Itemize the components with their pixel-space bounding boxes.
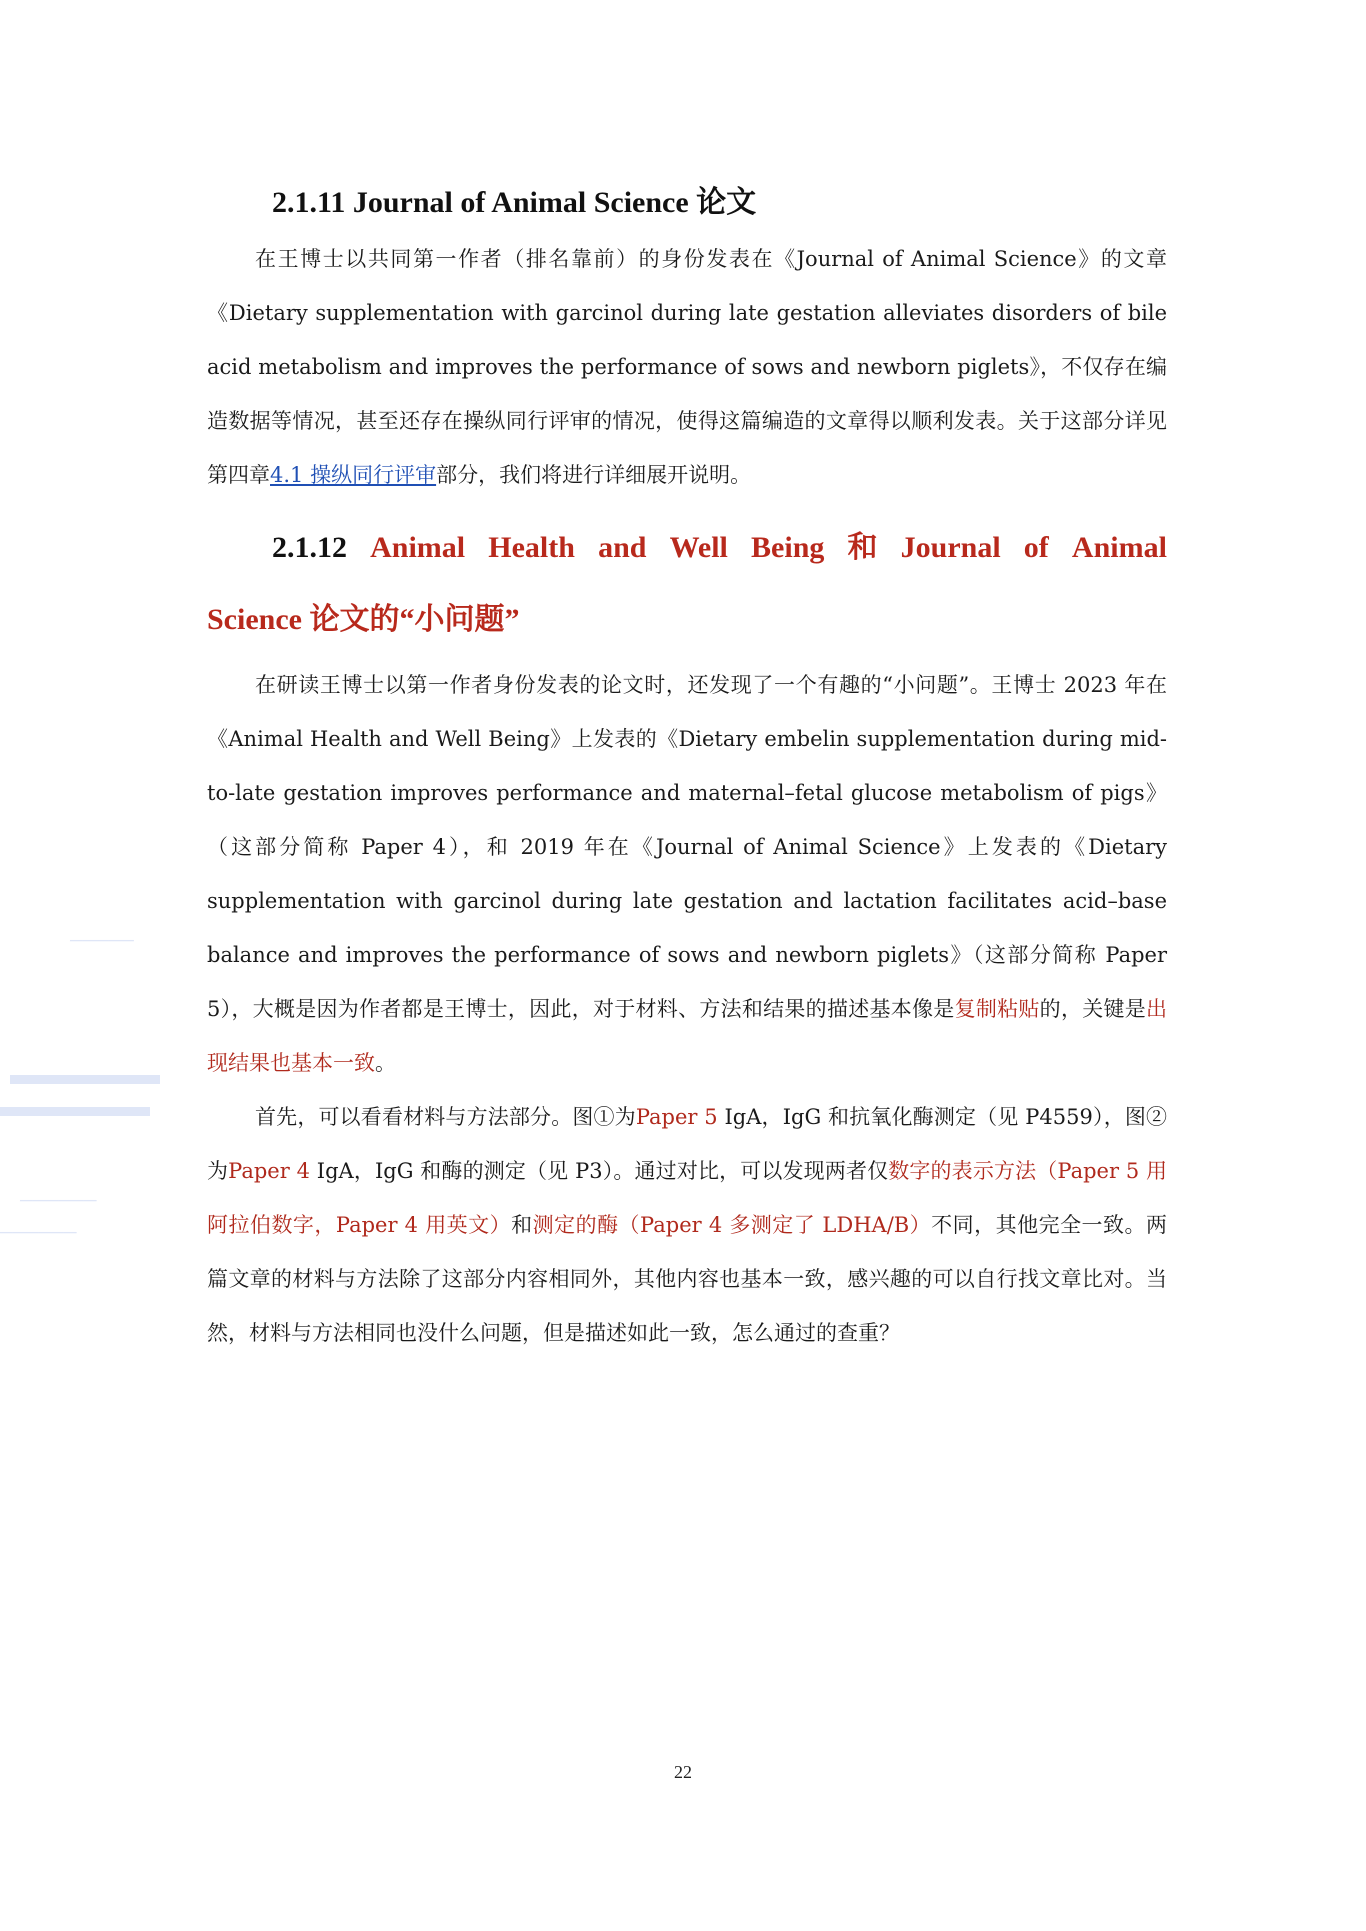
highlight-paper-5: Paper 5 bbox=[635, 1105, 718, 1129]
heading-word: and bbox=[598, 531, 647, 564]
section-heading-2-1-11: 2.1.11 Journal of Animal Science 论文 bbox=[272, 186, 757, 219]
paragraph-text: 。 bbox=[375, 1051, 396, 1075]
heading-word: of bbox=[1023, 531, 1049, 564]
heading-word: Journal bbox=[900, 531, 1001, 564]
paragraph-methods-comparison bbox=[207, 1090, 1167, 1360]
manipulated-peer-review-link[interactable]: 4.1 操纵同行评审 bbox=[270, 463, 437, 487]
paragraph-text: IgA，IgG 和抗氧化酶测定（见 P4559），图②为 bbox=[207, 1105, 1168, 1183]
highlight-results-consistent: 出现结果也基本一致 bbox=[207, 997, 1168, 1075]
heading-number: 2.1.12 bbox=[272, 531, 347, 564]
bleed-through-artifact: ───── ▬▬▬▬▬ ▬▬▬▬▬ ────── ────── bbox=[0, 930, 160, 1242]
heading-word: Animal bbox=[1071, 531, 1167, 564]
section-heading-2-1-12 bbox=[207, 512, 1167, 656]
heading-word: Being bbox=[751, 531, 825, 564]
page-number: 22 bbox=[674, 1762, 692, 1782]
paragraph-text: IgA，IgG 和酶的测定（见 P3）。通过对比，可以发现两者仅 bbox=[309, 1159, 889, 1183]
paragraph-2-1-11 bbox=[207, 232, 1167, 502]
highlight-enzymes: 测定的酶（Paper 4 多测定了 LDHA/B） bbox=[532, 1213, 932, 1237]
paragraph-text: 首先，可以看看材料与方法部分。图①为 bbox=[255, 1105, 636, 1129]
paragraph-small-problem bbox=[207, 658, 1167, 1090]
heading-word: Health bbox=[488, 531, 575, 564]
highlight-copy-paste: 复制粘贴 bbox=[954, 997, 1040, 1021]
highlight-number-format: 数字的表示方法（Paper 5 用阿拉伯数字，Paper 4 用英文） bbox=[207, 1159, 1168, 1237]
heading-line-1 bbox=[207, 512, 1167, 584]
paragraph-text: 和 bbox=[511, 1213, 533, 1237]
heading-line-2: Science 论文的“小问题” bbox=[207, 603, 520, 636]
paragraph-text: 不同，其他完全一致。两篇文章的材料与方法除了这部分内容相同外，其他内容也基本一致，感兴趣的可以自行找文章比对。当然，材料与方法相同也没什么问题，但是描述如此一致，怎么通过的查重？ bbox=[207, 1213, 1168, 1345]
highlight-paper-4: Paper 4 bbox=[228, 1159, 310, 1183]
heading-word: 和 bbox=[847, 531, 878, 564]
paragraph-text: 的，关键是 bbox=[1039, 997, 1147, 1021]
heading-word: Well bbox=[669, 531, 728, 564]
paragraph-text-end: 部分，我们将进行详细展开说明。 bbox=[436, 463, 752, 487]
paragraph-text: 在研读王博士以第一作者身份发表的论文时，还发现了一个有趣的“小问题”。王博士 2023 年在《Animal Health and Well Being》上发表的《Dietary embelin supplementation during mid-to-late gestation improves performance and maternal–fetal glucose metabolism of pigs》（这部分简称 Paper 4），和 2019 年在《Journal of Animal Science》上发表的《Dietary supplementation with garcinol during late gestation and lactation facilitates acid–base balance and improves the performance of sows and newborn piglets》（这部分简称 Paper 5），大概是因为作者都是王博士，因此，对于材料、方法和结果的描述基本像是 bbox=[207, 673, 1167, 1021]
paragraph-text: 在王博士以共同第一作者（排名靠前）的身份发表在《Journal of Animal Science》的文章《Dietary supplementation with garcinol during late gestation alleviates disorders of bile acid metabolism and improves the performance of sows and newborn piglets》，不仅存在编造数据等情况，甚至还存在操纵同行评审的情况，使得这篇编造的文章得以顺利发表。关于这部分详见第四章 bbox=[207, 247, 1167, 487]
content bbox=[207, 178, 1167, 1360]
heading-word: Animal bbox=[370, 531, 466, 564]
